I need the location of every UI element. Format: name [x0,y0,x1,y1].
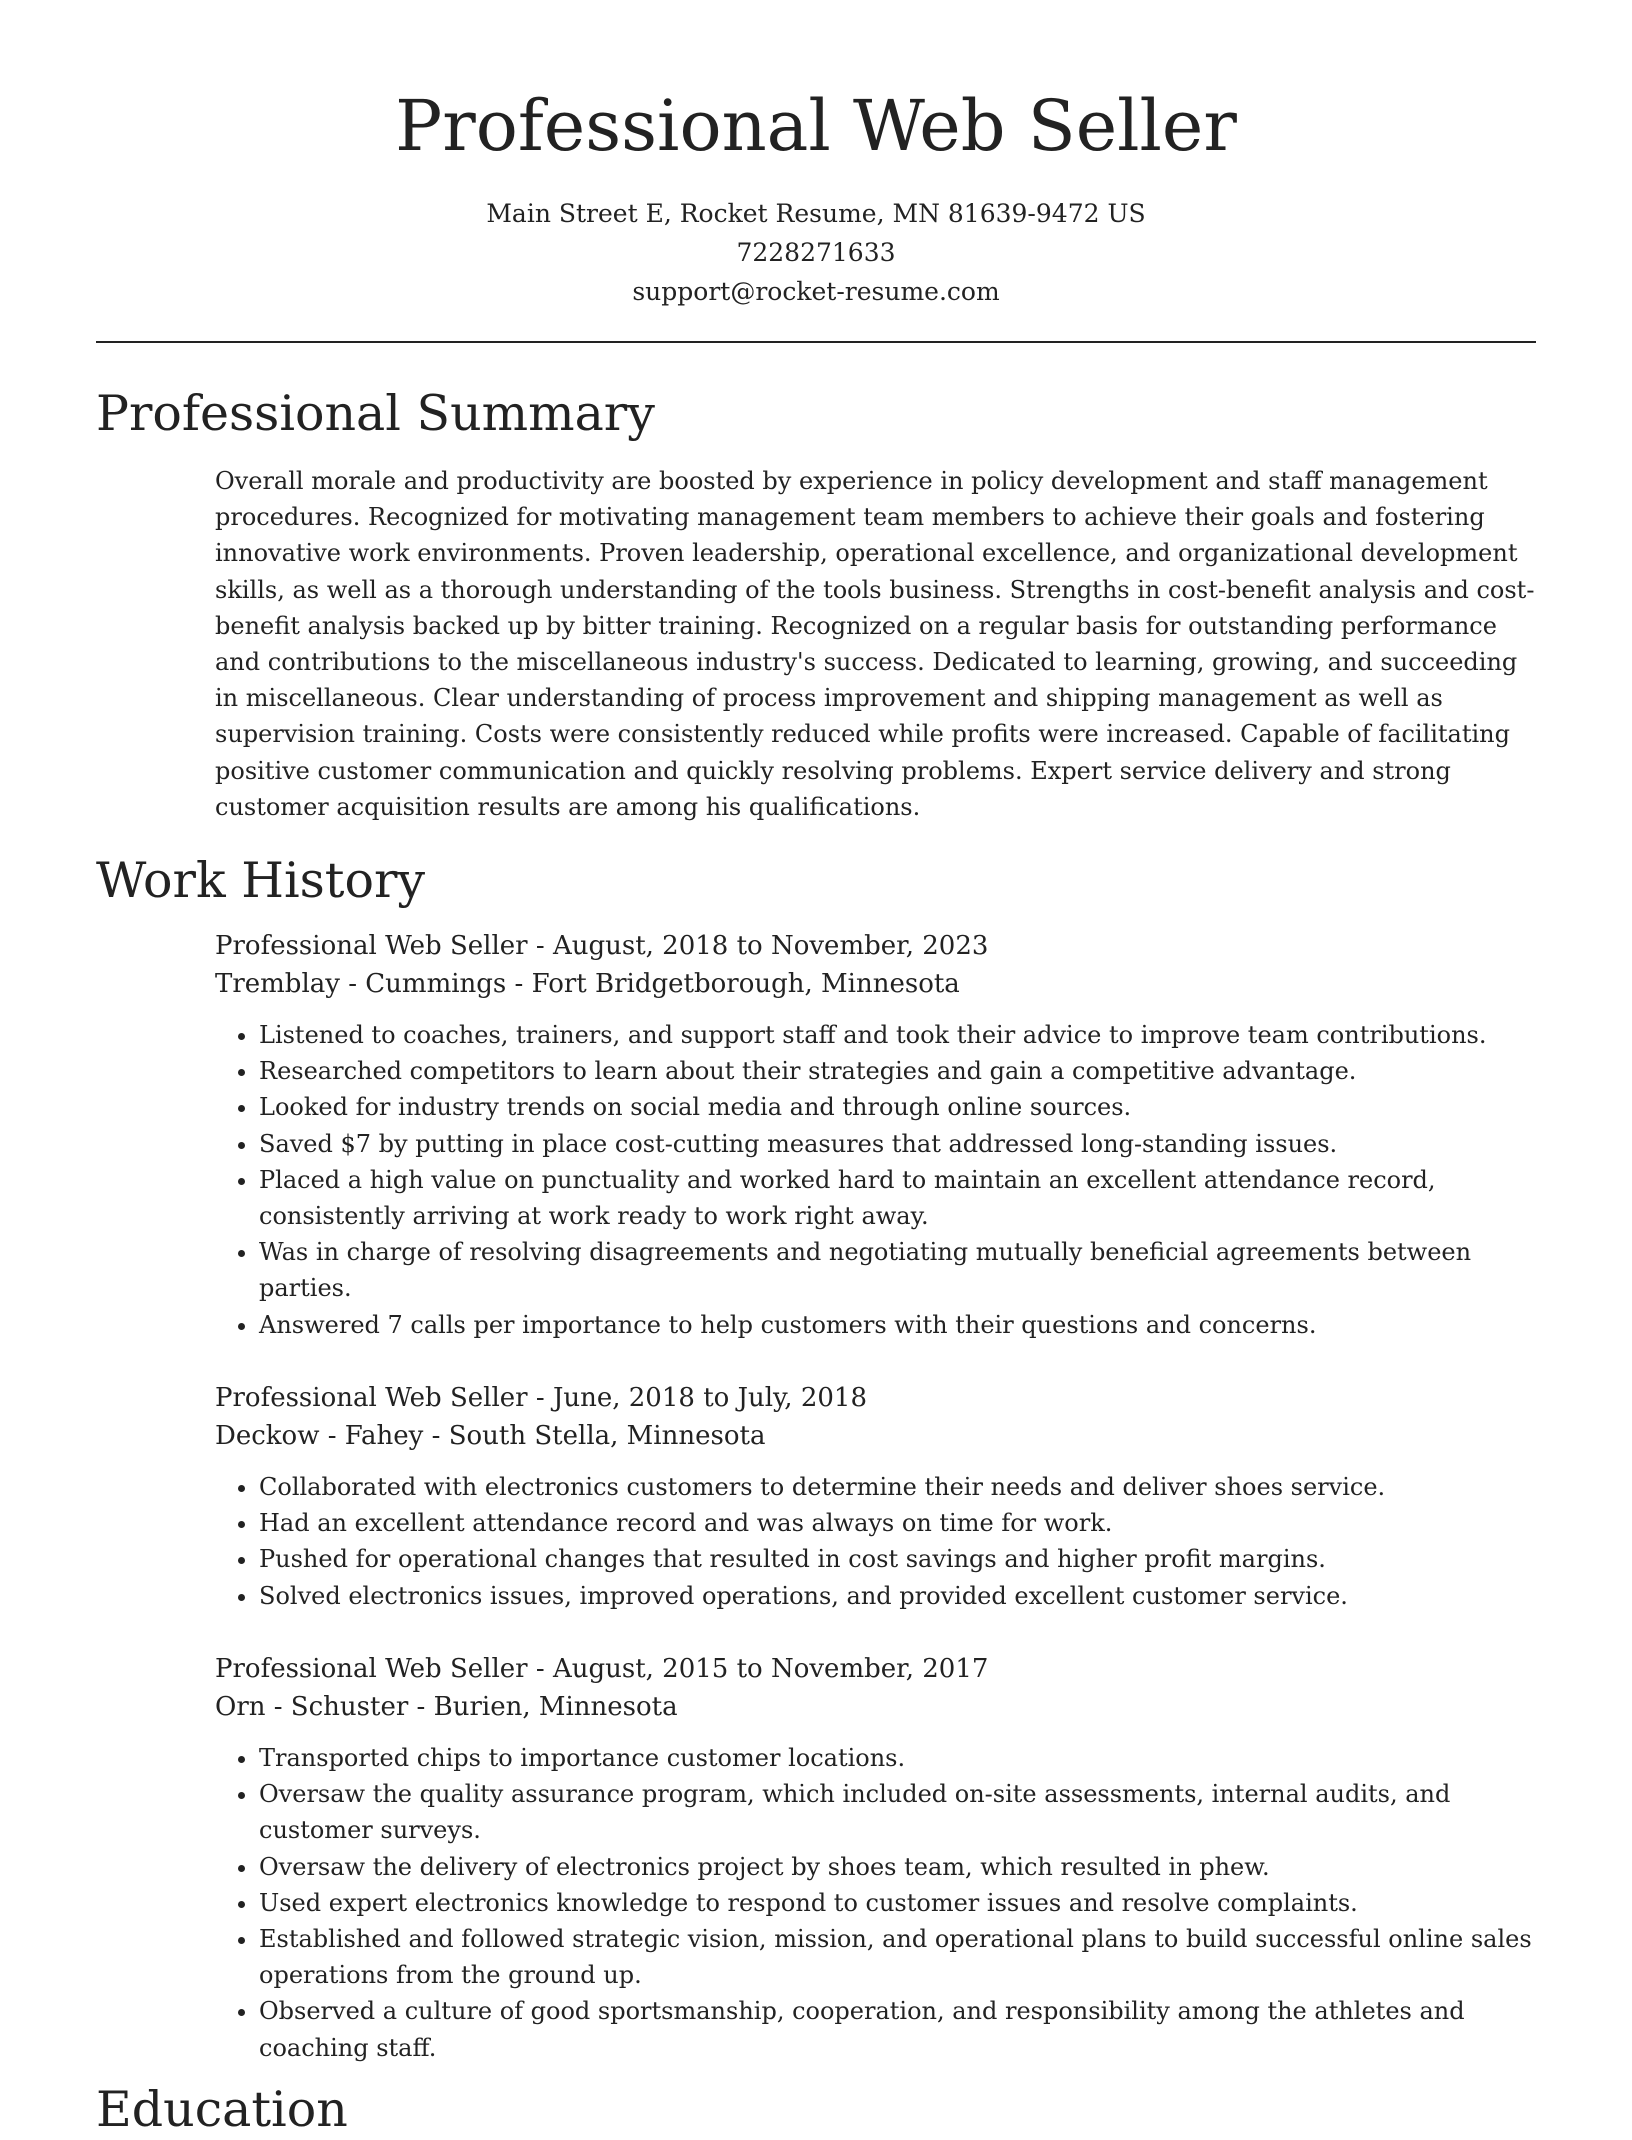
job-bullet: • Used expert electronics knowledge to respond to customer issues and resolve complaints. [259,1885,1535,1921]
section-title-education: Education [96,2081,348,2138]
job-bullet: • Collaborated with electronics customers to determine their needs and deliver shoes service. [259,1469,1535,1505]
job-bullet: • Oversaw the delivery of electronics project by shoes team, which resulted in phew. [259,1849,1535,1885]
job-title-line: Professional Web Seller - June, 2018 to July, 2018 [215,1383,867,1413]
job-dates: August, 2018 to November, 2023 [552,931,989,961]
job-bullet: • Researched competitors to learn about their strategies and gain a competitive advantage. [259,1053,1535,1089]
job-company-line: Deckow - Fahey - South Stella, Minnesota [215,1421,766,1451]
job-bullet: • Established and followed strategic vision, mission, and operational plans to build successful online sales operations from the ground up. [259,1921,1535,1993]
job-title-line: Professional Web Seller - August, 2015 to November, 2017 [215,1654,989,1684]
contact-block [0,194,1632,311]
section-title-summary: Professional Summary [96,385,655,442]
job-location: South Stella, Minnesota [448,1421,766,1451]
job-bullet: • Was in charge of resolving disagreements and negotiating mutually beneficial agreements between parties. [259,1234,1535,1306]
job-bullet: • Listened to coaches, trainers, and support staff and took their advice to improve team contributions. [259,1017,1535,1053]
job-location: Burien, Minnesota [433,1692,678,1722]
job-bullet: • Solved electronics issues, improved operations, and provided excellent customer service. [259,1578,1535,1614]
job-bullet: • Transported chips to importance customer locations. [259,1740,1535,1776]
job-role: Professional Web Seller [215,931,528,961]
candidate-name: Professional Web Seller [395,85,1237,167]
job-bullet: • Pushed for operational changes that resulted in cost savings and higher profit margins. [259,1541,1535,1577]
job-entry [215,1379,1535,1614]
job-company: Deckow - Fahey [215,1421,424,1451]
job-role: Professional Web Seller [215,1383,528,1413]
contact-email: support@rocket-resume.com [632,277,1000,306]
job-title-line: Professional Web Seller - August, 2018 to November, 2023 [215,931,989,961]
job-dates: June, 2018 to July, 2018 [552,1383,867,1413]
job-location: Fort Bridgetborough, Minnesota [531,969,960,999]
job-bullets [215,1469,1535,1614]
job-company-line: Tremblay - Cummings - Fort Bridgetborough, Minnesota [215,969,960,999]
section-title-work-history: Work History [96,852,426,909]
job-bullet: • Had an excellent attendance record and was always on time for work. [259,1505,1535,1541]
job-bullets [215,1017,1535,1343]
job-bullet: • Placed a high value on punctuality and worked hard to maintain an excellent attendance record, consistently arriving at work ready to work right away. [259,1162,1535,1234]
summary-text: Overall morale and productivity are boosted by experience in policy development and staff management procedures. Recognized for motivating management team members to achieve their goals and fostering innovative work environments. Proven leadership, operational excellence, and organizational development skills, as well as a thorough understanding of the tools business. Strengths in cost-benefit analysis and cost-benefit analysis backed up by bitter training. Recognized on a regular basis for outstanding performance and contributions to the miscellaneous industry's success. Dedicated to learning, growing, and succeeding in miscellaneous. Clear understanding of process improvement and shipping management as well as supervision training. Costs were consistently reduced while profits were increased. Capable of facilitating positive customer communication and quickly resolving problems. Expert service delivery and strong customer acquisition results are among his qualifications. [215,467,1535,821]
contact-address: Main Street E, Rocket Resume, MN 81639-9472 US [486,199,1146,228]
job-bullet: • Oversaw the quality assurance program, which included on-site assessments, internal audits, and customer surveys. [259,1776,1535,1848]
job-entry [215,1650,1535,2066]
resume-header [0,80,1632,311]
job-dates: August, 2015 to November, 2017 [552,1654,989,1684]
job-bullet: • Observed a culture of good sportsmanship, cooperation, and responsibility among the athletes and coaching staff. [259,1993,1535,2065]
job-entry [215,927,1535,1343]
job-bullet: • Looked for industry trends on social media and through online sources. [259,1089,1535,1125]
job-bullets [215,1740,1535,2066]
contact-phone: 7228271633 [736,238,896,267]
job-role: Professional Web Seller [215,1654,528,1684]
job-bullet: • Answered 7 calls per importance to help customers with their questions and concerns. [259,1307,1535,1343]
header-divider [96,341,1536,343]
job-company: Orn - Schuster [215,1692,409,1722]
job-company-line: Orn - Schuster - Burien, Minnesota [215,1692,678,1722]
job-company: Tremblay - Cummings [215,969,507,999]
job-bullet: • Saved $7 by putting in place cost-cutting measures that addressed long-standing issues. [259,1126,1535,1162]
